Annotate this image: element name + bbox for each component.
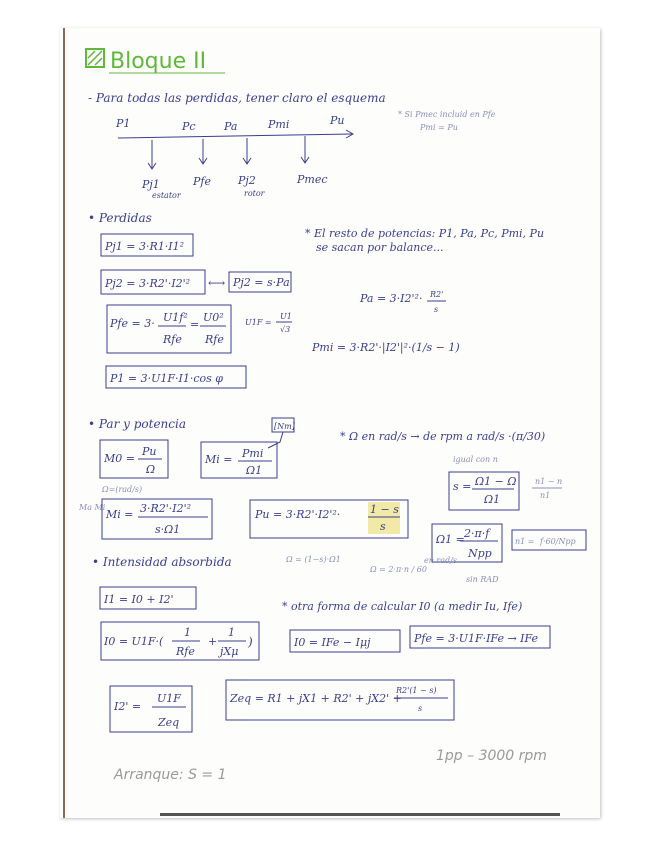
formula-pj2: Pj2 = 3·R2'·I2'² <box>105 277 191 290</box>
formula-pj1: Pj1 = 3·R1·I1² <box>105 240 185 253</box>
torque-heading: • Par y potencia <box>88 417 186 431</box>
label-pu: Pu <box>330 114 345 127</box>
label-pmec: Pmec <box>297 173 328 186</box>
pa-num: R2' <box>430 290 444 299</box>
m0-num: Pu <box>142 445 157 458</box>
startup-note: Arranque: S = 1 <box>114 767 227 783</box>
u1f-den: √3 <box>280 325 291 334</box>
sublabel-rotor: rotor <box>244 189 265 198</box>
i0-f2-num: 1 <box>228 626 235 639</box>
s-left: s = <box>453 480 472 493</box>
omega-note: * Ω en rad/s → de rpm a rad/s ·(π/30) <box>340 430 546 443</box>
label-pa: Pa <box>224 120 238 133</box>
omega1-num: 2·π·f <box>464 527 490 540</box>
formula-pfe-left: Pfe = 3· <box>110 317 155 330</box>
sin-rad-note: sin RAD <box>466 575 499 584</box>
formula-i0-alt: I0 = IFe − Iμj <box>294 636 371 649</box>
i2-left: I2' = <box>114 700 142 713</box>
rad-note: Ω=(rad/s) <box>102 485 143 494</box>
pfe-frac1-num: U1f² <box>163 311 188 324</box>
equivalence-arrow: ⟷ <box>208 276 226 290</box>
other-form-note: * otra forma de calcular I0 (a medir Iu, Ife) <box>282 600 523 613</box>
label-pj1: Pj1 <box>142 178 160 191</box>
s-den: Ω1 <box>484 493 501 506</box>
note-rest-powers: * El resto de potencias: P1, Pa, Pc, Pmi, Pu <box>305 227 545 240</box>
diagram-note-1: * Si Pmec incluid en Pfe <box>398 110 496 119</box>
note-rest-powers-2: se sacan por balance... <box>316 241 444 254</box>
u1f-left: U1F = <box>245 318 272 327</box>
i0-f1-num: 1 <box>184 626 191 639</box>
label-p1: P1 <box>116 117 131 130</box>
s-alt-num: n1 − n <box>535 477 563 486</box>
igual-con-note: igual con n <box>453 455 498 464</box>
en-rad-note: en rad/s <box>424 556 457 565</box>
omega-rpm-note: Ω = 2·π·n / 60 <box>370 565 427 574</box>
i0-f1-den: Rfe <box>176 645 195 658</box>
pu-num: 1 − s <box>370 503 399 516</box>
side-note: Ma Mi <box>79 503 106 512</box>
zeq-num: R2'(1 − s) <box>396 686 437 695</box>
i0-right: ) <box>248 635 253 649</box>
s-num: Ω1 − Ω <box>475 475 517 488</box>
flow-line <box>118 134 352 138</box>
label-pmi: Pmi <box>268 118 290 131</box>
omega-slip-note: Ω = (1−s)·Ω1 <box>286 555 341 564</box>
footer-notes <box>113 748 547 783</box>
formula-pmi: Pmi = 3·R2'·|I2'|²·(1/s − 1) <box>312 341 460 354</box>
torque-unit: [Nm] <box>274 422 295 431</box>
diagram-note-2: Pmi = Pu <box>420 123 458 132</box>
page-title: Bloque II <box>110 49 207 74</box>
rpm-note: 1pp – 3000 rpm <box>436 748 547 764</box>
zeq-den: s <box>418 704 423 713</box>
s-alt-den: n1 <box>540 491 551 500</box>
losses-section <box>88 211 544 388</box>
i0-plus: + <box>208 635 218 648</box>
mi2-den: s·Ω1 <box>155 523 181 536</box>
formula-zeq: Zeq = R1 + jX1 + R2' + jX2' + <box>230 692 402 705</box>
formula-pj2-alt: Pj2 = s·Pa <box>233 276 290 289</box>
formula-pfe-ife: Pfe = 3·U1F·IFe → IFe <box>414 632 539 645</box>
n1-rest: f·60/Npp <box>540 537 576 546</box>
mi-den: Ω1 <box>246 464 263 477</box>
mi-num: Pmi <box>242 447 264 460</box>
label-pj2: Pj2 <box>238 174 256 187</box>
label-pfe: Pfe <box>193 175 211 188</box>
formula-pa-left: Pa = 3·I2'²· <box>360 292 423 305</box>
pa-den: s <box>434 305 439 314</box>
pu-den: s <box>380 520 386 533</box>
label-pc: Pc <box>182 120 196 133</box>
current-heading: • Intensidad absorbida <box>92 555 232 569</box>
i0-f2-den: jXμ <box>220 645 239 658</box>
losses-heading: • Perdidas <box>88 211 152 225</box>
n1-left: n1 = <box>515 537 535 546</box>
mi-left: Mi = <box>205 453 233 466</box>
intro-text: - Para todas las perdidas, tener claro el esquema <box>88 91 386 105</box>
power-flow-diagram <box>115 110 496 200</box>
formula-i1: I1 = I0 + I2' <box>104 593 174 606</box>
u1f-num: U1 <box>280 312 292 321</box>
title-block <box>86 49 225 74</box>
i0-left: I0 = U1F·( <box>104 635 164 648</box>
i2-den: Zeq <box>158 716 180 729</box>
pfe-equals: = <box>190 318 200 331</box>
mi2-left: Mi = <box>106 508 134 521</box>
pfe-frac1-den: Rfe <box>163 333 182 346</box>
formula-p1: P1 = 3·U1F·I1·cos φ <box>110 372 223 385</box>
omega1-left: Ω1 = <box>436 533 465 546</box>
pfe-frac2-den: Rfe <box>205 333 224 346</box>
sublabel-estator: estator <box>152 191 181 200</box>
i2-num: U1F <box>157 692 181 705</box>
pu-formula: Pu = 3·R2'·I2'²· <box>255 508 341 521</box>
m0-den: Ω <box>146 463 156 476</box>
pfe-frac2-num: U0² <box>203 311 224 324</box>
mi2-num: 3·R2'·I2'² <box>140 502 192 515</box>
m0-left: M0 = <box>104 452 135 465</box>
omega1-den: Npp <box>468 547 492 560</box>
